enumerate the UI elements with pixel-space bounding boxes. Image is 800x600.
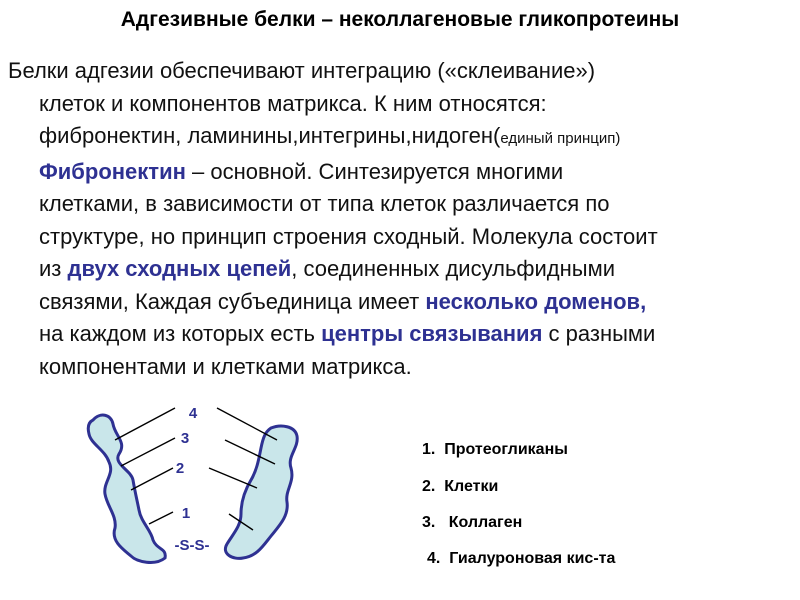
two-chains-term: двух сходных цепей <box>67 256 292 281</box>
domains-term: несколько доменов, <box>425 288 647 314</box>
text-line-4 <box>8 156 798 189</box>
legend-item-collagen: 3. Коллаген <box>422 514 523 531</box>
text-line-2: клеток и компонентов матрикса. К ним относятся: <box>39 90 547 116</box>
pointer-2-left <box>131 468 173 490</box>
legend-item-hyaluronic-acid: 4. Гиалуроновая кис-та <box>427 550 616 567</box>
pointer-4-left <box>115 408 175 440</box>
text-line-6: структуре, но принцип строения сходный. Молекула состоит <box>39 223 658 249</box>
text-line-3 <box>8 120 798 156</box>
text-line-7: из двух сходных цепей, соединенных дисульфидными <box>39 256 616 281</box>
text-line-8: связями, Каждая субъединица имеет несколько доменов, <box>39 288 647 314</box>
legend-item-cells: 2. Клетки <box>422 478 499 495</box>
domain-label-1: 1 <box>181 505 191 522</box>
pointer-3-left <box>121 438 175 466</box>
fibronectin-term: Фибронектин <box>39 158 186 184</box>
slide-title: Адгезивные белки – неколлагеновые гликопротеины <box>120 8 680 31</box>
text-line-1: Белки адгезии обеспечивают интеграцию («склеивание») <box>8 58 596 83</box>
body-paragraph <box>8 55 798 383</box>
domain-label-4: 4 <box>188 405 198 422</box>
binding-centers-term: центры связывания <box>321 321 543 346</box>
protein-list: фибронектин, ламинины,интегрины,нидоген( <box>39 123 501 148</box>
domain-label-2: 2 <box>175 460 185 477</box>
domain-label-3: 3 <box>180 430 190 447</box>
text-line-5: клетками, в зависимости от типа клеток различается по <box>39 191 610 216</box>
pointer-2-right <box>209 468 257 488</box>
fibronectin-desc: – основной. Синтезируется многими <box>185 158 564 184</box>
text-line-10: компонентами и клетками матрикса. <box>39 353 412 379</box>
text-line-9: на каждом из которых есть центры связывания с разными <box>39 321 656 346</box>
pointer-4-right <box>217 408 277 440</box>
pointer-1-left <box>149 512 173 524</box>
left-chain <box>88 415 165 562</box>
legend-item-proteoglycans: 1. Протеогликаны <box>422 441 568 458</box>
fibronectin-diagram <box>75 398 315 568</box>
same-principle-note: единый принцип) <box>500 130 621 147</box>
disulfide-bond-label: -S-S- <box>174 537 210 554</box>
